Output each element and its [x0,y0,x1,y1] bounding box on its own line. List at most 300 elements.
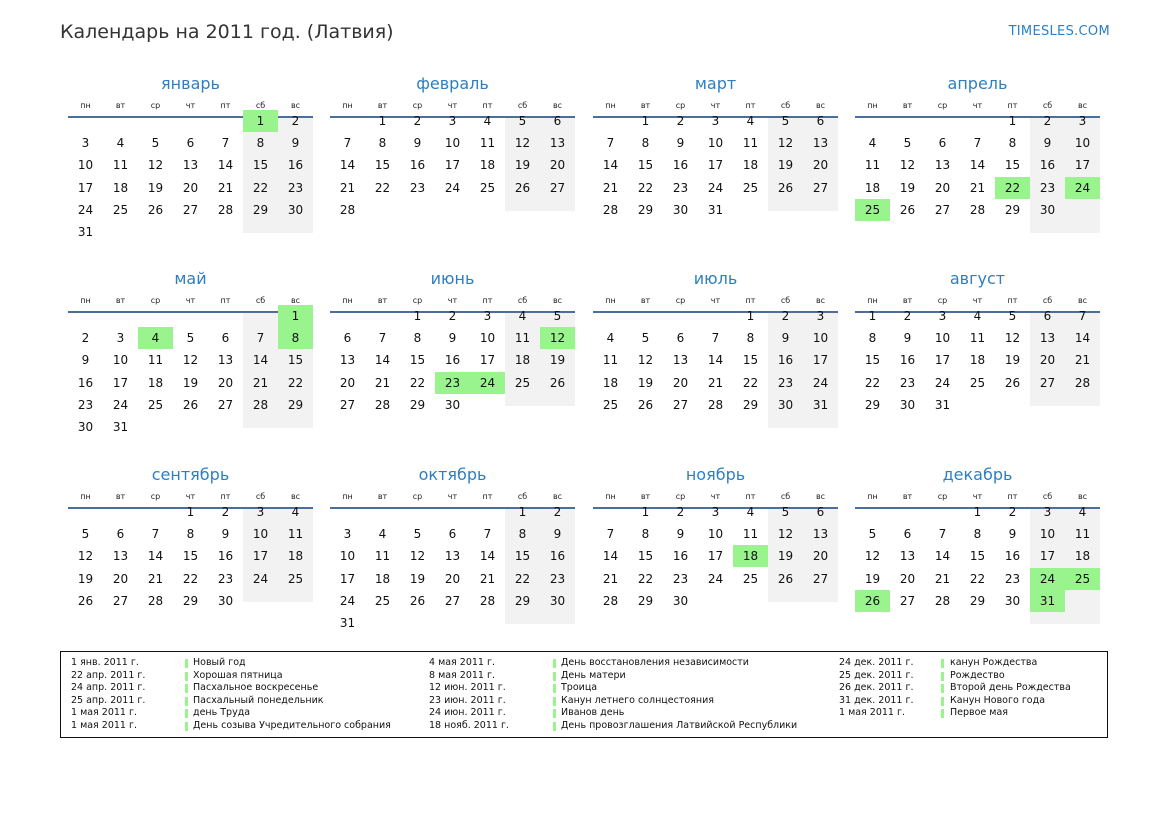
month-name: октябрь [418,465,487,484]
day-cell: 5 [868,527,877,542]
legend-holiday-name: День созыва Учредительного собрания [193,719,391,731]
weekday-label: ср [675,101,686,110]
legend-marker [185,697,188,706]
legend-holiday-name: Хорошая пятница [193,669,283,681]
weekday-label: сб [255,101,266,110]
weekday-label: пн [342,296,353,305]
weekday-label: вт [902,492,913,501]
weekday-label: чт [972,101,983,110]
day-cell: 28 [1074,375,1091,390]
month-calendar [593,74,838,264]
day-cell: 6 [816,114,825,128]
weekday-label: вт [902,296,913,305]
weekday-label: вт [640,296,651,305]
day-cell: 1 [1008,114,1017,128]
day-cell: 2 [1043,114,1052,128]
day-cell: 13 [1039,331,1056,346]
day-cell: 8 [518,527,527,542]
weekday-label: вс [1077,101,1088,110]
day-cell: 5 [781,114,790,128]
legend-holiday-name: Пасхальное воскресенье [193,682,319,694]
day-cell: 29 [864,397,881,412]
day-cell: 29 [409,397,426,412]
day-cell: 12 [182,353,199,368]
holiday-day-cell: 22 [995,177,1030,199]
day-cell: 30 [672,593,689,608]
day-cell: 17 [707,549,724,564]
day-cell: 18 [602,375,619,390]
day-cell: 16 [287,158,304,173]
day-cell: 27 [899,593,916,608]
day-cell: 2 [81,331,90,346]
day-cell: 13 [812,527,829,542]
day-cell: 24 [339,593,356,608]
day-cell: 2 [903,309,912,323]
legend-row [71,682,371,695]
legend-row [429,719,798,733]
day-cell: 10 [707,527,724,542]
legend-marker [553,659,556,668]
weekday-label: пт [482,101,493,110]
day-cell: 4 [291,505,300,519]
day-cell: 26 [147,202,164,217]
day-cell: 23 [217,571,234,586]
day-cell: 24 [77,202,94,217]
day-cell: 3 [483,309,492,323]
day-cell: 27 [339,397,356,412]
day-cell: 28 [217,202,234,217]
day-cell: 10 [1039,527,1056,542]
day-cell: 11 [742,527,759,542]
day-cell: 28 [707,397,724,412]
day-cell: 1 [413,309,422,323]
weekday-label: чт [185,101,196,110]
weekday-label: вс [290,492,301,501]
day-cell: 25 [287,571,304,586]
legend-row [429,657,749,670]
weekday-label: сб [1042,101,1053,110]
legend-holiday-name: Троица [561,682,598,694]
weekday-label: пн [605,101,616,110]
day-cell: 20 [934,180,951,195]
day-cell: 20 [339,375,356,390]
day-cell: 15 [864,353,881,368]
day-cell: 6 [816,505,825,519]
day-cell: 7 [711,331,720,346]
legend-row [429,707,729,720]
day-cell: 21 [602,180,619,195]
day-cell: 4 [518,309,527,323]
legend-holiday-name: День восстановления независимости [561,657,749,668]
day-cell: 25 [147,397,164,412]
day-cell: 9 [676,527,685,542]
day-cell: 11 [112,158,129,173]
day-cell: 17 [1074,158,1091,173]
month-name: июль [693,269,738,288]
day-cell: 16 [409,158,426,173]
day-cell: 2 [413,114,422,128]
legend-row [429,682,729,695]
holiday-day-cell: 4 [138,327,173,349]
holiday-day-cell: 1 [278,305,313,327]
day-cell: 17 [812,353,829,368]
day-cell: 14 [602,158,619,173]
day-cell: 10 [812,331,829,346]
day-cell: 2 [448,309,457,323]
day-cell: 5 [903,136,912,151]
day-cell: 16 [899,353,916,368]
day-cell: 28 [339,202,356,217]
legend-date: 25 дек. 2011 г. [839,669,914,681]
day-cell: 12 [409,549,426,564]
legend-marker [185,659,188,668]
weekday-label: пн [80,492,91,501]
day-cell: 13 [339,353,356,368]
day-cell: 4 [483,114,492,128]
day-cell: 17 [934,353,951,368]
day-cell: 15 [252,158,269,173]
weekday-label: вт [640,101,651,110]
day-cell: 21 [339,180,356,195]
day-cell: 19 [777,158,794,173]
day-cell: 13 [444,549,461,564]
day-cell: 19 [899,180,916,195]
day-cell: 5 [518,114,527,128]
legend-marker [553,697,556,706]
day-cell: 2 [553,505,562,519]
day-cell: 5 [151,136,160,151]
day-cell: 30 [217,593,234,608]
legend-row [839,695,1139,708]
legend-date: 1 мая 2011 г. [71,707,137,719]
day-cell: 27 [182,202,199,217]
legend-row [71,670,371,683]
day-cell: 30 [672,202,689,217]
legend-marker [185,672,188,681]
day-cell: 13 [549,136,566,151]
day-cell: 21 [374,375,391,390]
day-cell: 31 [934,397,951,412]
day-cell: 27 [1039,375,1056,390]
weekday-label: пн [342,492,353,501]
day-cell: 6 [116,527,125,542]
day-cell: 21 [252,375,269,390]
day-cell: 12 [864,549,881,564]
day-cell: 25 [479,180,496,195]
day-cell: 13 [899,549,916,564]
day-cell: 9 [676,136,685,151]
day-cell: 16 [217,549,234,564]
day-cell: 17 [252,549,269,564]
day-cell: 26 [777,571,794,586]
weekday-label: ср [412,296,423,305]
day-cell: 9 [413,136,422,151]
day-cell: 21 [479,571,496,586]
weekday-label: сб [780,101,791,110]
holiday-day-cell: 24 [1065,177,1100,199]
day-cell: 27 [217,397,234,412]
weekday-label: чт [972,296,983,305]
weekday-label: вс [1077,296,1088,305]
day-cell: 9 [553,527,562,542]
legend-marker [553,722,556,731]
day-cell: 24 [812,375,829,390]
day-cell: 31 [77,225,94,239]
holiday-day-cell: 25 [855,199,890,221]
day-cell: 24 [934,375,951,390]
day-cell: 21 [1074,353,1091,368]
day-cell: 20 [672,375,689,390]
weekday-label: пт [745,492,756,501]
weekday-label: пн [80,101,91,110]
day-cell: 8 [186,527,195,542]
legend-column [71,657,391,733]
day-cell: 5 [553,309,562,323]
legend-date: 1 янв. 2011 г. [71,657,139,668]
day-cell: 5 [413,527,422,542]
day-cell: 11 [287,527,304,542]
weekday-label: вт [115,492,126,501]
day-cell: 6 [938,136,947,151]
legend-marker [553,684,556,693]
day-cell: 3 [343,527,352,542]
weekday-label: ср [150,492,161,501]
legend-holiday-name: Второй день Рождества [950,682,1071,694]
weekday-label: вс [290,296,301,305]
weekday-label: ср [937,296,948,305]
weekday-label: пн [605,492,616,501]
legend-holiday-name: Пасхальный понедельник [193,694,324,706]
day-cell: 19 [147,180,164,195]
weekday-label: пт [1007,492,1018,501]
weekday-label: ср [412,101,423,110]
day-cell: 11 [602,353,619,368]
day-cell: 14 [707,353,724,368]
weekday-label: ср [150,101,161,110]
day-cell: 4 [746,505,755,519]
holiday-day-cell: 26 [855,590,890,612]
day-cell: 3 [711,505,720,519]
day-cell: 21 [217,180,234,195]
month-calendar [593,465,838,655]
day-cell: 6 [448,527,457,542]
day-cell: 7 [938,527,947,542]
day-cell: 9 [291,136,300,151]
day-cell: 9 [1043,136,1052,151]
weekday-label: ср [150,296,161,305]
day-cell: 29 [252,202,269,217]
day-cell: 22 [182,571,199,586]
day-cell: 30 [287,202,304,217]
day-cell: 12 [899,158,916,173]
day-cell: 16 [1004,549,1021,564]
weekday-label: пн [867,101,878,110]
day-cell: 7 [343,136,352,151]
day-cell: 1 [518,505,527,519]
day-cell: 20 [217,375,234,390]
day-cell: 26 [514,180,531,195]
page-title: Календарь на 2011 год. (Латвия) [60,21,394,43]
day-cell: 2 [676,114,685,128]
legend-date: 18 нояб. 2011 г. [429,719,509,731]
holiday-day-cell: 31 [1030,590,1065,612]
weekday-label: сб [780,492,791,501]
day-cell: 23 [1039,180,1056,195]
legend-row [71,707,371,720]
day-cell: 3 [711,114,720,128]
day-cell: 9 [81,353,90,368]
day-cell: 18 [742,158,759,173]
day-cell: 27 [549,180,566,195]
day-cell: 7 [606,527,615,542]
weekday-label: чт [710,492,721,501]
day-cell: 28 [147,593,164,608]
holiday-day-cell: 18 [733,545,768,567]
day-cell: 24 [707,180,724,195]
day-cell: 6 [553,114,562,128]
day-cell: 31 [112,420,129,434]
day-cell: 22 [374,180,391,195]
day-cell: 29 [969,593,986,608]
site-logo-link[interactable]: TIMESLES.COM [1008,24,1110,39]
day-cell: 15 [969,549,986,564]
day-cell: 17 [479,353,496,368]
day-cell: 11 [864,158,881,173]
holiday-day-cell: 1 [243,110,278,132]
day-cell: 18 [147,375,164,390]
day-cell: 3 [116,331,125,346]
weekday-label: пт [745,101,756,110]
legend-marker [941,684,944,693]
day-cell: 18 [969,353,986,368]
day-cell: 8 [256,136,265,151]
day-cell: 28 [934,593,951,608]
legend-row [839,670,1139,683]
weekday-label: сб [1042,296,1053,305]
weekday-label: пт [482,296,493,305]
day-cell: 16 [672,158,689,173]
weekday-label: чт [447,101,458,110]
weekday-label: вт [640,492,651,501]
weekday-label: ср [675,492,686,501]
day-cell: 25 [742,571,759,586]
day-cell: 19 [1004,353,1021,368]
weekday-label: чт [447,492,458,501]
day-cell: 10 [707,136,724,151]
day-cell: 19 [514,158,531,173]
weekday-label: чт [710,296,721,305]
day-cell: 17 [444,158,461,173]
day-cell: 11 [969,331,986,346]
day-cell: 11 [479,136,496,151]
month-name: февраль [416,74,489,93]
day-cell: 3 [816,309,825,323]
day-cell: 31 [339,616,356,630]
month-name: май [174,269,207,288]
day-cell: 23 [672,571,689,586]
month-calendar [855,74,1100,264]
day-cell: 13 [182,158,199,173]
weekday-label: вт [115,101,126,110]
day-cell: 21 [707,375,724,390]
day-cell: 9 [781,331,790,346]
day-cell: 22 [637,571,654,586]
weekday-label: ср [412,492,423,501]
day-cell: 30 [77,420,94,434]
legend-marker [941,672,944,681]
day-cell: 14 [252,353,269,368]
holiday-day-cell: 8 [278,327,313,349]
day-cell: 19 [637,375,654,390]
day-cell: 12 [77,549,94,564]
day-cell: 30 [899,397,916,412]
day-cell: 24 [252,571,269,586]
day-cell: 17 [77,180,94,195]
holiday-day-cell: 24 [470,372,505,394]
legend-holiday-name: Канун Нового года [950,694,1046,706]
day-cell: 9 [221,527,230,542]
legend-row [839,657,1139,670]
legend-date: 22 апр. 2011 г. [71,669,146,681]
day-cell: 27 [672,397,689,412]
legend-marker [185,722,188,731]
day-cell: 6 [186,136,195,151]
day-cell: 25 [514,375,531,390]
legend-date: 31 дек. 2011 г. [839,694,914,706]
day-cell: 17 [339,571,356,586]
day-cell: 7 [256,331,265,346]
day-cell: 19 [864,571,881,586]
day-cell: 12 [514,136,531,151]
day-cell: 16 [777,353,794,368]
day-cell: 25 [742,180,759,195]
day-cell: 11 [742,136,759,151]
day-cell: 21 [934,571,951,586]
weekday-label: вт [377,492,388,501]
day-cell: 18 [287,549,304,564]
day-cell: 12 [777,136,794,151]
day-cell: 6 [221,331,230,346]
day-cell: 11 [374,549,391,564]
day-cell: 14 [479,549,496,564]
day-cell: 18 [374,571,391,586]
day-cell: 30 [777,397,794,412]
day-cell: 26 [899,202,916,217]
day-cell: 1 [378,114,387,128]
day-cell: 11 [514,331,531,346]
day-cell: 30 [549,593,566,608]
day-cell: 5 [641,331,650,346]
legend-date: 25 апр. 2011 г. [71,694,146,706]
legend-holiday-name: Рождество [950,669,1005,681]
day-cell: 15 [742,353,759,368]
day-cell: 15 [637,549,654,564]
day-cell: 5 [781,505,790,519]
day-cell: 31 [812,397,829,412]
day-cell: 28 [969,202,986,217]
day-cell: 8 [641,136,650,151]
weekday-label: чт [185,492,196,501]
day-cell: 25 [969,375,986,390]
day-cell: 1 [186,505,195,519]
legend-marker [553,672,556,681]
day-cell: 14 [934,549,951,564]
day-cell: 10 [479,331,496,346]
day-cell: 26 [77,593,94,608]
day-cell: 7 [151,527,160,542]
weekday-label: пт [745,296,756,305]
weekday-label: вс [552,296,563,305]
